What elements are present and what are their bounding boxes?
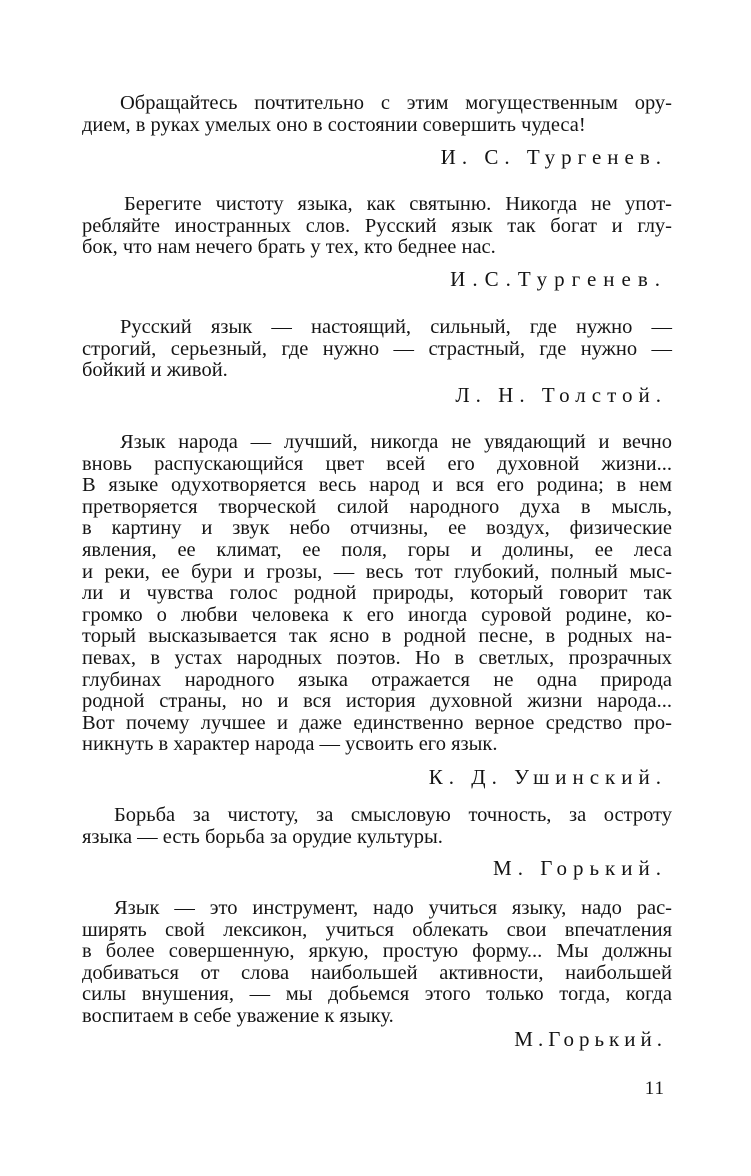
quote-line: строгий, серьезный, где нужно — страстный, где нужно — xyxy=(82,337,672,360)
quote-line: бойкий и живой. xyxy=(82,359,228,382)
quote-line: Берегите чистоту языка, как святыню. Никогда не упот- xyxy=(124,193,672,215)
quote-line: ребляйте иностранных слов. Русский язык так богат и глу- xyxy=(82,214,672,237)
quote-3-author: Л. Н. Толстой. xyxy=(455,383,667,407)
quote-line: вновь распускающийся цвет всей его духовной жизни... xyxy=(82,452,672,475)
quote-6-author: М.Горький. xyxy=(514,1027,667,1051)
quote-line: языка — есть борьба за орудие культуры. xyxy=(82,825,443,848)
quote-line: Русский язык — настоящий, сильный, где нужно — xyxy=(120,316,672,338)
quote-4-text xyxy=(82,432,672,756)
quote-line: ли и чувства голос родной природы, который говорит так xyxy=(82,582,672,605)
quote-line: В языке одухотворяется весь народ и вся его родина; в нем xyxy=(82,474,672,497)
quote-line: громко о любви человека к его иногда суровой родине, ко- xyxy=(82,603,672,626)
quote-line: торый высказывается так ясно в родной песне, в родных на- xyxy=(82,625,672,648)
quote-5-text xyxy=(82,805,672,848)
quote-line: родной страны, но и вся история духовной жизни народа... xyxy=(82,690,672,713)
quote-line: силы внушения, — мы добьемся этого только тогда, когда xyxy=(82,983,672,1006)
quote-line: воспитаем в себе уважение к языку. xyxy=(82,1004,394,1027)
quote-line: никнуть в характер народа — усвоить его язык. xyxy=(82,733,498,756)
quote-4-author: К. Д. Ушинский. xyxy=(428,765,667,789)
quote-line: Язык — это инструмент, надо учиться языку, надо рас- xyxy=(114,897,672,919)
quote-line: глубинах народного языка отражается не одна природа xyxy=(82,668,672,691)
quote-line: добиваться от слова наибольшей активности, наибольшей xyxy=(82,961,672,984)
quote-line: Борьба за чистоту, за смысловую точность, за остроту xyxy=(114,804,672,826)
quote-3-text xyxy=(82,317,672,382)
quote-line: претворяется творческой силой народного духа в мысль, xyxy=(82,495,672,518)
quote-line: дием, в руках умелых оно в состоянии совершить чудеса! xyxy=(82,113,586,136)
quote-line: явления, ее климат, ее поля, горы и долины, ее леса xyxy=(82,538,672,561)
quote-line: Обращайтесь почтительно с этим могущественным ору- xyxy=(120,92,672,114)
quote-line: в более совершенную, яркую, простую форму... Мы должны xyxy=(82,940,672,963)
quote-2-text xyxy=(82,194,672,259)
page-number: 11 xyxy=(644,1078,665,1099)
quote-1-text xyxy=(82,93,672,136)
quote-2-author: И.С.Тургенев. xyxy=(450,267,667,291)
quote-5-author: М. Горький. xyxy=(493,856,667,880)
quote-1-author: И. С. Тургенев. xyxy=(440,145,667,169)
quote-line: ширять свой лексикон, учиться облекать свои впечатления xyxy=(82,918,672,941)
quote-line: и реки, ее бури и грозы, — весь тот глубокий, полный мыс- xyxy=(82,560,672,583)
quote-line: в картину и звук небо отчизны, ее воздух, физические xyxy=(82,517,672,540)
quote-line: Язык народа — лучший, никогда не увядающий и вечно xyxy=(120,431,672,453)
quote-line: певах, в устах народных поэтов. Но в светлых, прозрачных xyxy=(82,646,672,669)
quote-line: Вот почему лучшее и даже единственно верное средство про- xyxy=(82,711,672,734)
quote-line: бок, что нам нечего брать у тех, кто беднее нас. xyxy=(82,236,496,259)
quote-6-text xyxy=(82,898,672,1028)
